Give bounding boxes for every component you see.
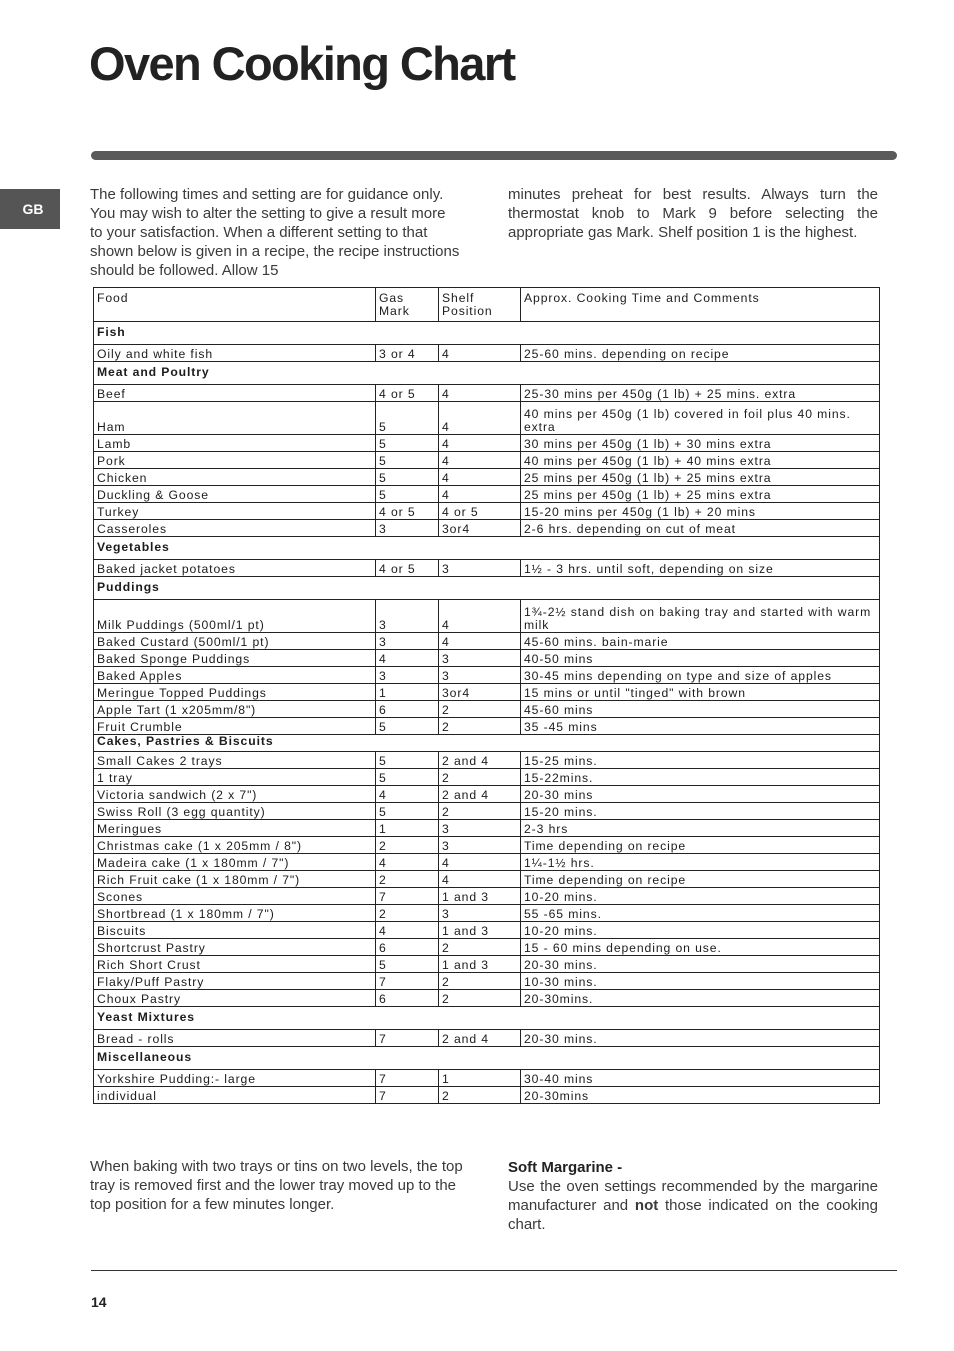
shelf-position-cell: 3 <box>439 667 521 684</box>
gas-mark-cell: 7 <box>376 1087 439 1104</box>
table-row <box>94 718 880 735</box>
food-cell: Shortcrust Pastry <box>94 939 376 956</box>
page-number: 14 <box>91 1294 107 1310</box>
table-row <box>94 452 880 469</box>
section-row <box>94 735 880 752</box>
cooking-chart-table <box>93 287 880 1104</box>
table-row <box>94 837 880 854</box>
comments-cell: Time depending on recipe <box>521 837 880 854</box>
gas-mark-cell: 5 <box>376 486 439 503</box>
comments-cell: 25-30 mins per 450g (1 lb) + 25 mins. extra <box>521 385 880 402</box>
food-cell: Oily and white fish <box>94 345 376 362</box>
language-code: GB <box>22 201 44 217</box>
food-cell: Shortbread (1 x 180mm / 7") <box>94 905 376 922</box>
comments-cell: 25 mins per 450g (1 lb) + 25 mins extra <box>521 486 880 503</box>
food-cell: Madeira cake (1 x 180mm / 7") <box>94 854 376 871</box>
food-cell: Victoria sandwich (2 x 7") <box>94 786 376 803</box>
table-row <box>94 1070 880 1087</box>
gas-mark-cell: 2 <box>376 837 439 854</box>
comments-cell: 20-30mins <box>521 1087 880 1104</box>
gas-mark-cell: 6 <box>376 990 439 1007</box>
table-row <box>94 1030 880 1047</box>
shelf-position-cell: 2 <box>439 990 521 1007</box>
title-divider-bar <box>91 151 897 160</box>
gas-mark-cell: 4 <box>376 650 439 667</box>
table-row <box>94 956 880 973</box>
gas-mark-cell: 4 or 5 <box>376 503 439 520</box>
gas-mark-cell: 7 <box>376 973 439 990</box>
shelf-position-cell: 2 <box>439 803 521 820</box>
shelf-position-cell: 4 <box>439 486 521 503</box>
shelf-position-cell: 4 <box>439 633 521 650</box>
section-row <box>94 577 880 600</box>
comments-cell: 25-60 mins. depending on recipe <box>521 345 880 362</box>
shelf-position-cell: 1 and 3 <box>439 956 521 973</box>
food-cell: Baked jacket potatoes <box>94 560 376 577</box>
shelf-position-cell: 2 and 4 <box>439 786 521 803</box>
header-food: Food <box>94 288 376 322</box>
table-row <box>94 769 880 786</box>
comments-cell: 20-30 mins. <box>521 1030 880 1047</box>
header-comments: Approx. Cooking Time and Comments <box>521 288 880 322</box>
gas-mark-cell: 5 <box>376 402 439 435</box>
shelf-position-cell: 1 and 3 <box>439 922 521 939</box>
shelf-position-cell: 4 <box>439 469 521 486</box>
shelf-position-cell: 1 <box>439 1070 521 1087</box>
comments-cell: 30-40 mins <box>521 1070 880 1087</box>
gas-mark-cell: 6 <box>376 939 439 956</box>
shelf-position-cell: 2 <box>439 769 521 786</box>
shelf-position-cell: 3 <box>439 650 521 667</box>
comments-cell: 25 mins per 450g (1 lb) + 25 mins extra <box>521 469 880 486</box>
gas-mark-cell: 5 <box>376 452 439 469</box>
table-row <box>94 854 880 871</box>
table-row <box>94 1087 880 1104</box>
shelf-position-cell: 1 and 3 <box>439 888 521 905</box>
comments-cell: 15-20 mins. <box>521 803 880 820</box>
footer-rule <box>91 1270 897 1271</box>
shelf-position-cell: 2 <box>439 939 521 956</box>
food-cell: Pork <box>94 452 376 469</box>
gas-mark-cell: 3 <box>376 633 439 650</box>
comments-cell: 45-60 mins <box>521 701 880 718</box>
gas-mark-cell: 4 <box>376 786 439 803</box>
food-cell: Biscuits <box>94 922 376 939</box>
comments-cell: 2-3 hrs <box>521 820 880 837</box>
section-row <box>94 322 880 345</box>
gas-mark-cell: 4 <box>376 854 439 871</box>
food-cell: Rich Fruit cake (1 x 180mm / 7") <box>94 871 376 888</box>
shelf-position-cell: 4 <box>439 600 521 633</box>
gas-mark-cell: 3 <box>376 600 439 633</box>
table-row <box>94 520 880 537</box>
food-cell: Chicken <box>94 469 376 486</box>
gas-mark-cell: 3 <box>376 520 439 537</box>
table-row <box>94 650 880 667</box>
language-tab <box>0 189 60 229</box>
shelf-position-cell: 2 and 4 <box>439 1030 521 1047</box>
shelf-position-cell: 3or4 <box>439 520 521 537</box>
comments-cell: 40 mins per 450g (1 lb) + 40 mins extra <box>521 452 880 469</box>
food-cell: Meringue Topped Puddings <box>94 684 376 701</box>
comments-cell: 1½ - 3 hrs. until soft, depending on size <box>521 560 880 577</box>
shelf-position-cell: 3or4 <box>439 684 521 701</box>
gas-mark-cell: 5 <box>376 803 439 820</box>
table-row <box>94 701 880 718</box>
food-cell: Christmas cake (1 x 205mm / 8") <box>94 837 376 854</box>
table-row <box>94 486 880 503</box>
comments-cell: 20-30 mins <box>521 786 880 803</box>
comments-cell: 1¾-2½ stand dish on baking tray and started with warm milk <box>521 600 880 633</box>
header-gas-mark: Gas Mark <box>376 288 439 322</box>
shelf-position-cell: 4 <box>439 452 521 469</box>
food-cell: Small Cakes 2 trays <box>94 752 376 769</box>
soft-margarine-heading: Soft Margarine - <box>508 1159 623 1176</box>
table-body <box>94 322 880 1104</box>
shelf-position-cell: 2 and 4 <box>439 752 521 769</box>
food-cell: Swiss Roll (3 egg quantity) <box>94 803 376 820</box>
section-row <box>94 1007 880 1030</box>
footer-note-right <box>508 1158 878 1234</box>
comments-cell: 30 mins per 450g (1 lb) + 30 mins extra <box>521 435 880 452</box>
food-cell: Baked Sponge Puddings <box>94 650 376 667</box>
gas-mark-cell: 7 <box>376 888 439 905</box>
food-cell: Rich Short Crust <box>94 956 376 973</box>
shelf-position-cell: 4 <box>439 385 521 402</box>
gas-mark-cell: 2 <box>376 871 439 888</box>
gas-mark-cell: 7 <box>376 1070 439 1087</box>
comments-cell: 2-6 hrs. depending on cut of meat <box>521 520 880 537</box>
food-cell: Casseroles <box>94 520 376 537</box>
table-row <box>94 503 880 520</box>
shelf-position-cell: 4 <box>439 402 521 435</box>
section-heading: Fish <box>94 322 880 345</box>
gas-mark-cell: 2 <box>376 905 439 922</box>
shelf-position-cell: 4 <box>439 345 521 362</box>
comments-cell: 15-20 mins per 450g (1 lb) + 20 mins <box>521 503 880 520</box>
gas-mark-cell: 3 or 4 <box>376 345 439 362</box>
section-heading: Miscellaneous <box>94 1047 880 1070</box>
table-row <box>94 888 880 905</box>
gas-mark-cell: 5 <box>376 718 439 735</box>
food-cell: Turkey <box>94 503 376 520</box>
food-cell: Baked Apples <box>94 667 376 684</box>
gas-mark-cell: 5 <box>376 435 439 452</box>
comments-cell: 15 mins or until "tinged" with brown <box>521 684 880 701</box>
table-row <box>94 922 880 939</box>
gas-mark-cell: 6 <box>376 701 439 718</box>
food-cell: 1 tray <box>94 769 376 786</box>
food-cell: Duckling & Goose <box>94 486 376 503</box>
table-row <box>94 345 880 362</box>
gas-mark-cell: 5 <box>376 752 439 769</box>
food-cell: Baked Custard (500ml/1 pt) <box>94 633 376 650</box>
gas-mark-cell: 1 <box>376 820 439 837</box>
comments-cell: Time depending on recipe <box>521 871 880 888</box>
comments-cell: 45-60 mins. bain-marie <box>521 633 880 650</box>
comments-cell: 10-20 mins. <box>521 888 880 905</box>
table-row <box>94 667 880 684</box>
table-row <box>94 905 880 922</box>
shelf-position-cell: 3 <box>439 560 521 577</box>
section-row <box>94 1047 880 1070</box>
food-cell: Lamb <box>94 435 376 452</box>
gas-mark-cell: 4 or 5 <box>376 385 439 402</box>
comments-cell: 40 mins per 450g (1 lb) covered in foil plus 40 mins. extra <box>521 402 880 435</box>
shelf-position-cell: 2 <box>439 1087 521 1104</box>
comments-cell: 30-45 mins depending on type and size of apples <box>521 667 880 684</box>
table-row <box>94 469 880 486</box>
table-row <box>94 939 880 956</box>
soft-margarine-emphasis: not <box>634 1197 659 1214</box>
comments-cell: 10-20 mins. <box>521 922 880 939</box>
table-row <box>94 385 880 402</box>
shelf-position-cell: 3 <box>439 905 521 922</box>
food-cell: Milk Puddings (500ml/1 pt) <box>94 600 376 633</box>
table-row <box>94 402 880 435</box>
intro-text-right: minutes preheat for best results. Always turn the thermostat knob to Mark 9 before selecting the appropriate gas Mark. Shelf position 1 is the highest. <box>508 186 878 241</box>
comments-cell: 35 -45 mins <box>521 718 880 735</box>
table-row <box>94 560 880 577</box>
table-row <box>94 600 880 633</box>
shelf-position-cell: 2 <box>439 701 521 718</box>
table-row <box>94 803 880 820</box>
gas-mark-cell: 4 <box>376 922 439 939</box>
section-row <box>94 537 880 560</box>
table-row <box>94 973 880 990</box>
section-heading: Vegetables <box>94 537 880 560</box>
food-cell: Yorkshire Pudding:- large <box>94 1070 376 1087</box>
gas-mark-cell: 1 <box>376 684 439 701</box>
gas-mark-cell: 5 <box>376 469 439 486</box>
shelf-position-cell: 4 <box>439 871 521 888</box>
section-heading: Meat and Poultry <box>94 362 880 385</box>
food-cell: Choux Pastry <box>94 990 376 1007</box>
table-row <box>94 684 880 701</box>
comments-cell: 55 -65 mins. <box>521 905 880 922</box>
comments-cell: 15-22mins. <box>521 769 880 786</box>
comments-cell: 15-25 mins. <box>521 752 880 769</box>
table-row <box>94 633 880 650</box>
section-heading: Cakes, Pastries & Biscuits <box>94 735 880 752</box>
food-cell: Flaky/Puff Pastry <box>94 973 376 990</box>
food-cell: individual <box>94 1087 376 1104</box>
header-shelf-position: Shelf Position <box>439 288 521 322</box>
section-row <box>94 362 880 385</box>
shelf-position-cell: 4 <box>439 435 521 452</box>
gas-mark-cell: 5 <box>376 956 439 973</box>
table-row <box>94 990 880 1007</box>
footer-note-left: When baking with two trays or tins on two levels, the top tray is removed first and the lower tray moved up to the top position for a few minutes longer. <box>90 1158 463 1213</box>
shelf-position-cell: 2 <box>439 718 521 735</box>
food-cell: Scones <box>94 888 376 905</box>
food-cell: Apple Tart (1 x205mm/8") <box>94 701 376 718</box>
section-heading: Puddings <box>94 577 880 600</box>
table-header-row <box>94 288 880 322</box>
comments-cell: 40-50 mins <box>521 650 880 667</box>
table-row <box>94 786 880 803</box>
comments-cell: 15 - 60 mins depending on use. <box>521 939 880 956</box>
gas-mark-cell: 7 <box>376 1030 439 1047</box>
food-cell: Ham <box>94 402 376 435</box>
table-row <box>94 752 880 769</box>
food-cell: Beef <box>94 385 376 402</box>
food-cell: Fruit Crumble <box>94 718 376 735</box>
shelf-position-cell: 4 <box>439 854 521 871</box>
soft-margarine-text: Use the oven settings recommended by the margarine manufacturer and <box>508 1178 878 1214</box>
intro-text-left: The following times and setting are for guidance only. You may wish to alter the setting to give a result more to your satisfaction. When a different setting to that shown below is given in a recipe, the recipe instructions should be followed. Allow 15 <box>90 186 460 279</box>
table-row <box>94 820 880 837</box>
comments-cell: 20-30 mins. <box>521 956 880 973</box>
gas-mark-cell: 3 <box>376 667 439 684</box>
shelf-position-cell: 3 <box>439 837 521 854</box>
table-row <box>94 871 880 888</box>
comments-cell: 10-30 mins. <box>521 973 880 990</box>
comments-cell: 20-30mins. <box>521 990 880 1007</box>
shelf-position-cell: 4 or 5 <box>439 503 521 520</box>
food-cell: Bread - rolls <box>94 1030 376 1047</box>
soft-margarine-text-end: those indicated on the cooking chart. <box>508 1197 878 1233</box>
shelf-position-cell: 2 <box>439 973 521 990</box>
gas-mark-cell: 4 or 5 <box>376 560 439 577</box>
shelf-position-cell: 3 <box>439 820 521 837</box>
section-heading: Yeast Mixtures <box>94 1007 880 1030</box>
food-cell: Meringues <box>94 820 376 837</box>
comments-cell: 1¼-1½ hrs. <box>521 854 880 871</box>
page-title: Oven Cooking Chart <box>89 37 515 90</box>
table-row <box>94 435 880 452</box>
gas-mark-cell: 5 <box>376 769 439 786</box>
